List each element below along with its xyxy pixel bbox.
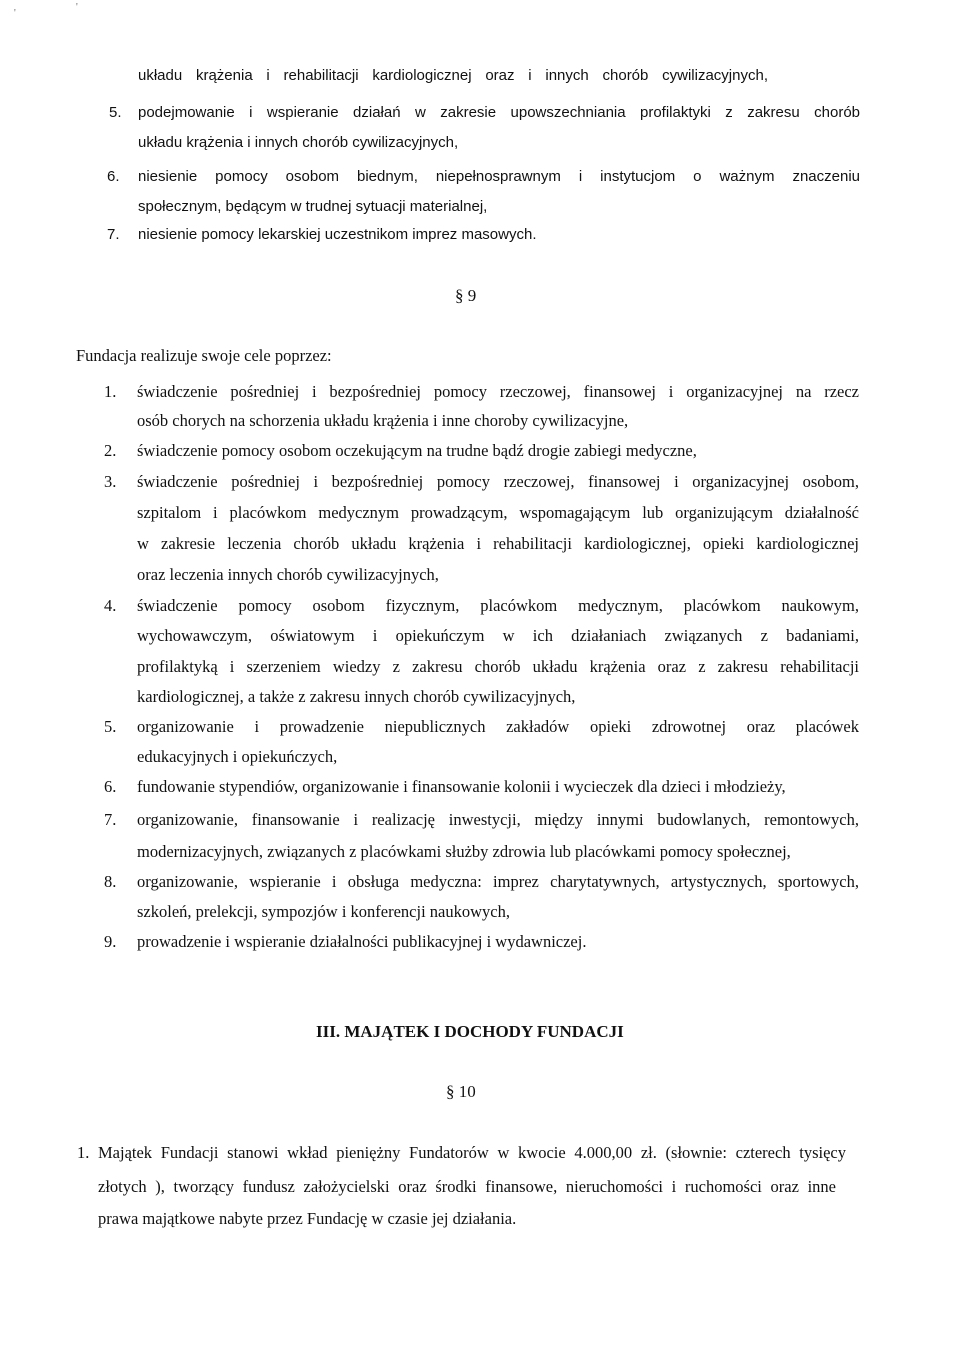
list-item-text: fundowanie stypendiów, organizowanie i finansowanie kolonii i wycieczek dla dzieci i młodzieży,: [137, 777, 786, 796]
list-item-number: 6.: [104, 777, 117, 796]
list-item-number: 5.: [109, 104, 122, 121]
scan-mark: ': [76, 2, 78, 13]
list-item-text: świadczenie pomocy osobom fizycznym, placówkom medycznym, placówkom naukowym,: [137, 596, 859, 615]
list-item-number: 3.: [104, 472, 117, 491]
list-item-text: organizowanie i prowadzenie niepublicznych zakładów opieki zdrowotnej oraz placówek: [137, 717, 859, 736]
list-item-number: 2.: [104, 441, 117, 460]
list-item-text: organizowanie, finansowanie i realizację inwestycji, między innymi budowlanych, remontowych,: [137, 810, 859, 829]
list-item-text: wychowawczym, oświatowym i opiekuńczym w ich działaniach związanych z badaniami,: [137, 626, 859, 645]
list-item-number: 8.: [104, 872, 117, 891]
list-item-text: modernizacyjnych, związanych z placówkami służby zdrowia lub placówkami pomocy społecznej,: [137, 842, 791, 861]
section-intro: Fundacja realizuje swoje cele poprzez:: [76, 346, 332, 365]
list-item-number: 7.: [107, 226, 120, 243]
list-item-text: niesienie pomocy osobom biednym, niepełnosprawnym i instytucjom o ważnym znaczeniu: [138, 168, 860, 185]
list-item-text: niesienie pomocy lekarskiej uczestnikom imprez masowych.: [138, 226, 537, 243]
list-item-number: 6.: [107, 168, 120, 185]
list-item-text: kardiologicznej, a także z zakresu innych chorób cywilizacyjnych,: [137, 687, 576, 706]
list-item-text: profilaktyką i szerzeniem wiedzy z zakresu chorób układu krążenia oraz z zakresu rehabilitacji: [137, 657, 859, 676]
list-item-text: w zakresie leczenia chorób układu krążenia i rehabilitacji kardiologicznej, opieki kardiologicznej: [137, 534, 859, 553]
list-item-number: 1.: [77, 1143, 90, 1162]
list-item-text: złotych ), tworzący fundusz założycielski oraz środki finansowe, nieruchomości i ruchomości oraz inne: [98, 1177, 836, 1196]
list-item-number: 7.: [104, 810, 117, 829]
list-item-4-continuation: układu krążenia i rehabilitacji kardiologicznej oraz i innych chorób cywilizacyjnych,: [138, 67, 768, 84]
list-item-text: świadczenie pomocy osobom oczekującym na trudne bądź drogie zabiegi medyczne,: [137, 441, 697, 460]
list-item-text: społecznym, będącym w trudnej sytuacji materialnej,: [138, 198, 488, 215]
list-item-text: świadczenie pośredniej i bezpośredniej pomocy rzeczowej, finansowej i organizacyjnej na rzecz: [137, 382, 859, 401]
section-sign-10: § 10: [446, 1082, 476, 1101]
list-item-text: Majątek Fundacji stanowi wkład pieniężny Fundatorów w kwocie 4.000,00 zł. (słownie: czterech tysięcy: [98, 1143, 846, 1162]
list-item-text: osób chorych na schorzenia układu krążenia i inne choroby cywilizacyjne,: [137, 411, 629, 430]
list-item-text: szpitalom i placówkom medycznym prowadzącym, wspomagającym lub organizującym działalność: [137, 503, 859, 522]
list-item-number: 9.: [104, 932, 117, 951]
list-item-number: 1.: [104, 382, 117, 401]
list-item-text: świadczenie pośredniej i bezpośredniej pomocy rzeczowej, finansowej i organizacyjnej osobom,: [137, 472, 859, 491]
scan-mark: ': [14, 8, 16, 19]
list-item-text: podejmowanie i wspieranie działań w zakresie upowszechniania profilaktyki z zakresu chorób: [138, 104, 860, 121]
list-item-text: organizowanie, wspieranie i obsługa medyczna: imprez charytatywnych, artystycznych, sportowych,: [137, 872, 859, 891]
chapter-heading: III. MAJĄTEK I DOCHODY FUNDACJI: [316, 1022, 624, 1041]
list-item-text: prowadzenie i wspieranie działalności publikacyjnej i wydawniczej.: [137, 932, 587, 951]
list-item-text: oraz leczenia innych chorób cywilizacyjnych,: [137, 565, 439, 584]
list-item-number: 4.: [104, 596, 117, 615]
list-item-text: układu krążenia i innych chorób cywilizacyjnych,: [138, 134, 459, 151]
list-item-text: edukacyjnych i opiekuńczych,: [137, 747, 338, 766]
section-sign-9: § 9: [455, 286, 477, 305]
list-item-text: prawa majątkowe nabyte przez Fundację w czasie jej działania.: [98, 1209, 517, 1228]
list-item-number: 5.: [104, 717, 117, 736]
list-item-text: szkoleń, prelekcji, sympozjów i konferencji naukowych,: [137, 902, 510, 921]
